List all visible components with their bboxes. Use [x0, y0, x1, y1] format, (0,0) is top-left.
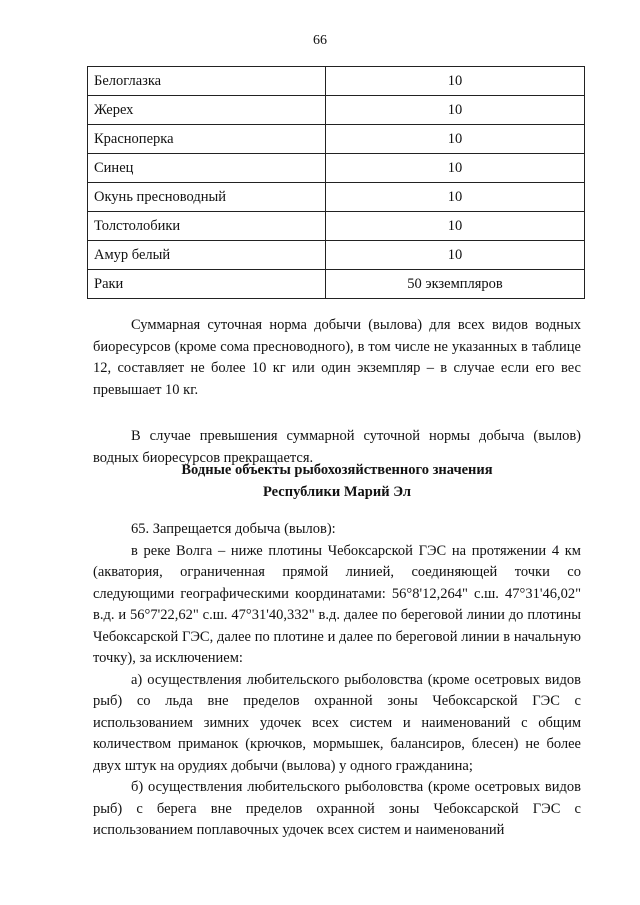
page-number: 66: [313, 33, 327, 48]
section-heading: [93, 460, 581, 503]
clause-65-intro: 65. Запрещается добыча (вылов):: [131, 521, 336, 537]
species-name: Жерех: [88, 96, 326, 125]
table-row: [88, 125, 585, 154]
clause-65: [93, 519, 581, 842]
table-row: [88, 154, 585, 183]
table-row: [88, 67, 585, 96]
table-row: [88, 183, 585, 212]
norm-value: 10: [326, 212, 585, 241]
species-name: Амур белый: [88, 241, 326, 270]
clause-65-item-b: б) осуществления любительского рыболовства (кроме осетровых видов рыб) с берега вне пределов охранной зоны Чебоксарской ГЭС с использованием поплавочных удочек всех систем и наименований: [93, 779, 581, 838]
norm-value: 10: [326, 183, 585, 212]
norm-value: 10: [326, 96, 585, 125]
table-row: [88, 241, 585, 270]
table-row: [88, 212, 585, 241]
species-name: Толстолобики: [88, 212, 326, 241]
clause-65-volga: в реке Волга – ниже плотины Чебоксарской ГЭС на протяжении 4 км (акватория, ограниченная прямой линией, соединяющей точки со следующими географическими координатами: 56°8'12,264" с.ш. 47°31'46,02" в.д. и 56°7'22,62" с.ш. 47°31'40,332" в.д. далее по береговой линии до плотины Чебоксарской ГЭС, далее по плотине и далее по береговой линии в начальную точку), за исключением:: [93, 542, 581, 666]
norm-value: 50 экземпляров: [326, 270, 585, 299]
norm-value: 10: [326, 67, 585, 96]
norm-value: 10: [326, 241, 585, 270]
species-name: Белоглазка: [88, 67, 326, 96]
species-name: Синец: [88, 154, 326, 183]
norm-paragraphs: [93, 315, 581, 401]
table-row: [88, 96, 585, 125]
table-row: [88, 270, 585, 299]
species-name: Раки: [88, 270, 326, 299]
species-name: Окунь пресноводный: [88, 183, 326, 212]
section-heading-line-2: Республики Марий Эл: [263, 483, 411, 500]
exceeding-paragraph: В случае превышения суммарной суточной нормы добыча (вылов) водных биоресурсов прекращается.: [93, 428, 581, 466]
norm-value: 10: [326, 154, 585, 183]
daily-norm-paragraph: Суммарная суточная норма добычи (вылова) для всех видов водных биоресурсов (кроме сома пресноводного), в том числе не указанных в таблице 12, составляет не более 10 кг или один экземпляр – в случае если его вес превышает 10 кг.: [93, 317, 581, 398]
norm-value: 10: [326, 125, 585, 154]
catch-norms-table: [87, 66, 585, 299]
section-heading-line-1: Водные объекты рыбохозяйственного значения: [181, 462, 493, 478]
clause-65-item-a: а) осуществления любительского рыболовства (кроме осетровых видов рыб) со льда вне пределов охранной зоны Чебоксарской ГЭС с использованием зимних удочек всех систем и наименований с общим количеством приманок (крючков, мормышек, балансиров, блесен) не более двух штук на орудиях добычи (вылова) у одного гражданина;: [93, 671, 581, 774]
species-name: Красноперка: [88, 125, 326, 154]
